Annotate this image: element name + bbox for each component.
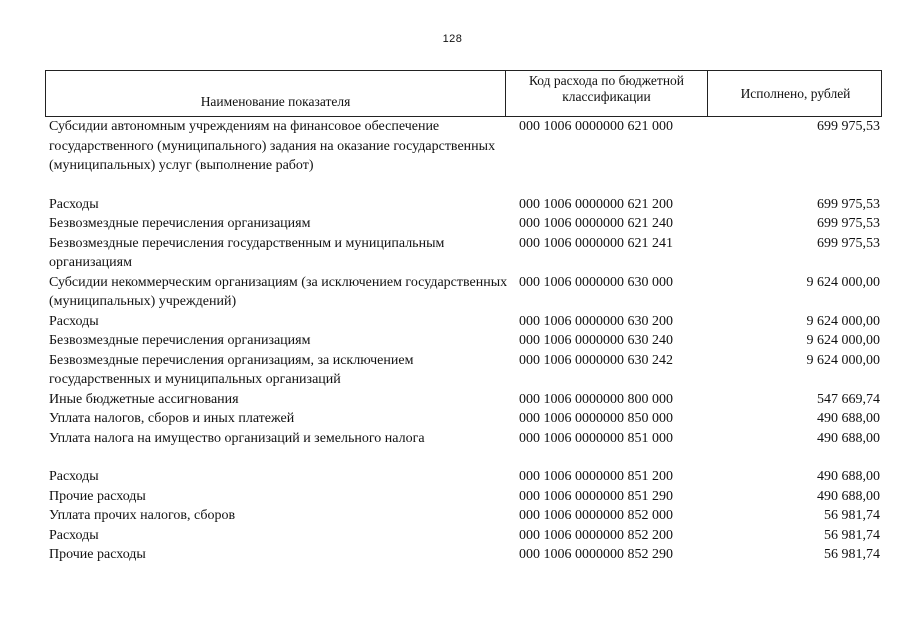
row-name: Расходы bbox=[49, 313, 99, 329]
row-amount: 9 624 000,00 bbox=[806, 333, 880, 348]
row-amount: 9 624 000,00 bbox=[806, 274, 880, 290]
row-amount: 490 688,00 bbox=[817, 488, 880, 504]
row-code: 000 1006 0000000 800 000 bbox=[519, 391, 673, 407]
table-row bbox=[45, 351, 882, 390]
row-code: 000 1006 0000000 621 000 bbox=[519, 119, 673, 134]
row-name: Уплата налогов, сборов и иных платежей bbox=[49, 411, 295, 426]
table-row bbox=[45, 467, 882, 487]
table-row bbox=[45, 214, 882, 234]
table-row bbox=[45, 195, 882, 215]
row-amount: 9 624 000,00 bbox=[806, 352, 880, 368]
row-amount: 490 688,00 bbox=[817, 430, 880, 446]
header-code: Код расхода по бюджетной классификации bbox=[505, 71, 707, 116]
row-name: Субсидии некоммерческим организациям (за исключением государственных (муниципальных) учреждений) bbox=[49, 274, 508, 309]
row-name: Безвозмездные перечисления организациям, за исключением государственных и муниципальных организаций bbox=[49, 352, 414, 387]
table-row bbox=[45, 117, 882, 176]
row-code: 000 1006 0000000 852 290 bbox=[519, 547, 673, 562]
row-code: 000 1006 0000000 851 200 bbox=[519, 469, 673, 484]
table-row bbox=[45, 429, 882, 449]
header-name: Наименование показателя bbox=[200, 94, 351, 109]
table-body bbox=[45, 117, 882, 565]
row-amount: 547 669,74 bbox=[817, 391, 880, 407]
row-spacer bbox=[45, 176, 882, 195]
row-name: Расходы bbox=[49, 527, 99, 543]
row-code: 000 1006 0000000 621 241 bbox=[519, 235, 673, 251]
row-code: 000 1006 0000000 621 240 bbox=[519, 216, 673, 231]
row-code: 000 1006 0000000 621 200 bbox=[519, 196, 673, 212]
row-name: Уплата прочих налогов, сборов bbox=[49, 508, 236, 523]
row-code: 000 1006 0000000 852 000 bbox=[519, 508, 673, 523]
row-name: Безвозмездные перечисления государственным и муниципальным организациям bbox=[49, 235, 445, 270]
row-code: 000 1006 0000000 852 200 bbox=[519, 527, 673, 543]
page-number: 128 bbox=[442, 33, 463, 45]
table-row bbox=[45, 487, 882, 507]
row-name: Безвозмездные перечисления организациям bbox=[49, 333, 311, 348]
table-header bbox=[45, 70, 882, 117]
row-amount: 56 981,74 bbox=[824, 527, 880, 543]
row-code: 000 1006 0000000 850 000 bbox=[519, 411, 673, 426]
table-row bbox=[45, 273, 882, 312]
row-name: Иные бюджетные ассигнования bbox=[49, 391, 239, 407]
table-row bbox=[45, 409, 882, 429]
row-spacer bbox=[45, 448, 882, 467]
row-amount: 56 981,74 bbox=[824, 508, 880, 523]
row-code: 000 1006 0000000 630 200 bbox=[519, 313, 673, 329]
table-row bbox=[45, 312, 882, 332]
row-amount: 9 624 000,00 bbox=[806, 313, 880, 329]
row-amount: 490 688,00 bbox=[817, 469, 880, 484]
budget-table bbox=[45, 70, 882, 565]
row-code: 000 1006 0000000 851 000 bbox=[519, 430, 673, 446]
row-amount: 56 981,74 bbox=[824, 547, 880, 562]
row-amount: 699 975,53 bbox=[817, 196, 880, 212]
row-name: Безвозмездные перечисления организациям bbox=[49, 216, 311, 231]
table-row bbox=[45, 506, 882, 526]
table-row bbox=[45, 545, 882, 565]
table-row bbox=[45, 526, 882, 546]
row-name: Расходы bbox=[49, 196, 99, 212]
row-name: Прочие расходы bbox=[49, 547, 146, 562]
row-amount: 699 975,53 bbox=[817, 119, 880, 134]
row-code: 000 1006 0000000 851 290 bbox=[519, 488, 673, 504]
header-amount: Исполнено, рублей bbox=[707, 71, 883, 116]
row-name: Субсидии автономным учреждениям на финансовое обеспечение государственного (муниципального) задания на оказание государственных (муниципальных) услуг (выполнение работ) bbox=[49, 119, 496, 173]
row-code: 000 1006 0000000 630 242 bbox=[519, 352, 673, 368]
row-name: Прочие расходы bbox=[49, 488, 146, 504]
row-name: Расходы bbox=[49, 469, 99, 484]
row-name: Уплата налога на имущество организаций и земельного налога bbox=[49, 430, 425, 446]
row-amount: 699 975,53 bbox=[817, 235, 880, 251]
table-row bbox=[45, 390, 882, 410]
row-amount: 490 688,00 bbox=[817, 411, 880, 426]
row-code: 000 1006 0000000 630 240 bbox=[519, 333, 673, 348]
table-row bbox=[45, 331, 882, 351]
row-code: 000 1006 0000000 630 000 bbox=[519, 274, 673, 290]
table-row bbox=[45, 234, 882, 273]
row-amount: 699 975,53 bbox=[817, 216, 880, 231]
